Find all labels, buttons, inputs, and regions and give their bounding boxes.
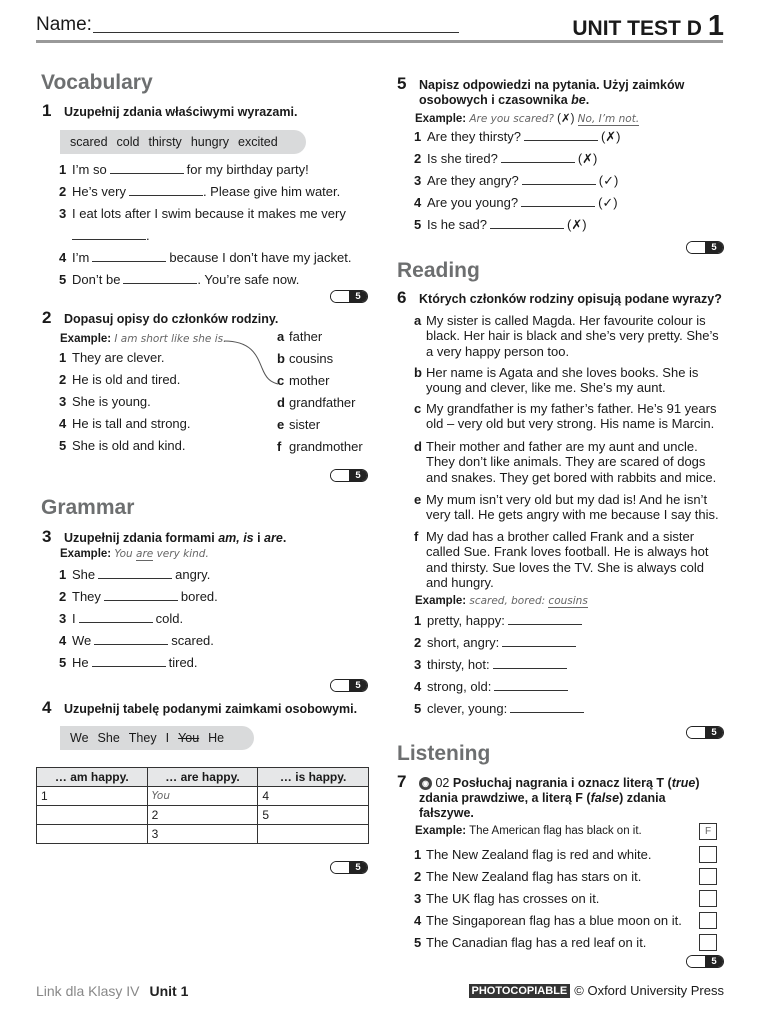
list-item xyxy=(414,151,724,173)
word: hungry xyxy=(190,135,230,149)
list-item xyxy=(59,567,339,589)
task7-items xyxy=(414,843,717,953)
option-text: grandmother xyxy=(289,439,363,454)
task-instruction xyxy=(419,776,717,821)
task-number: 7 xyxy=(397,772,407,791)
word: cold xyxy=(116,135,140,149)
answer-blank[interactable] xyxy=(501,151,575,163)
answer-checkbox[interactable] xyxy=(699,868,717,885)
answer-blank[interactable] xyxy=(521,195,595,207)
score-box xyxy=(686,955,724,968)
answer-checkbox[interactable] xyxy=(699,934,717,951)
option-letter: d xyxy=(277,395,285,410)
item-text: The New Zealand flag has stars on it. xyxy=(426,868,642,884)
table-header: … is happy. xyxy=(258,768,369,787)
table-cell[interactable]: 3 xyxy=(147,825,258,844)
task1-items xyxy=(59,162,369,294)
reading-text-item xyxy=(414,365,720,401)
item-mark: (✓) xyxy=(598,173,619,188)
item-number: 1 xyxy=(414,846,422,862)
list-item xyxy=(414,701,714,723)
task4-heading xyxy=(42,698,357,718)
item-text: She is young. xyxy=(72,394,151,409)
task2-example xyxy=(60,333,226,345)
option-text: father xyxy=(289,329,323,344)
option-letter: f xyxy=(277,439,282,454)
example-label: Example: xyxy=(60,333,112,345)
item-number: 5 xyxy=(59,438,67,453)
word: excited xyxy=(238,135,278,149)
example-answer: cousins xyxy=(548,595,588,607)
item-text: He’s very xyxy=(72,184,126,199)
item-number: 3 xyxy=(59,611,67,626)
item-mark: (✗) xyxy=(577,151,598,166)
task-number: 2 xyxy=(42,308,52,327)
score-box xyxy=(686,726,724,739)
example-words: scared, bored: xyxy=(469,595,546,607)
footer-unit: Unit 1 xyxy=(149,983,189,999)
answer-blank[interactable] xyxy=(72,228,146,240)
example-label: Example: xyxy=(60,548,112,560)
word: We xyxy=(70,731,89,745)
option-item xyxy=(277,439,377,461)
item-text: . You’re safe now. xyxy=(197,272,300,287)
list-item xyxy=(59,250,369,272)
table-cell[interactable] xyxy=(258,825,369,844)
answer-blank[interactable] xyxy=(494,679,568,691)
task-number: 6 xyxy=(397,288,407,307)
table-header-row xyxy=(37,768,369,787)
list-item-continued xyxy=(59,228,369,250)
item-text: He xyxy=(72,655,89,670)
list-item xyxy=(414,195,724,217)
answer-blank[interactable] xyxy=(508,613,582,625)
listening-title: Listening xyxy=(397,742,491,765)
answer-blank[interactable] xyxy=(94,633,168,645)
task2-items xyxy=(59,350,269,460)
unit-number: 1 xyxy=(707,10,724,42)
item-text: The UK flag has crosses on it. xyxy=(426,890,600,906)
score-box xyxy=(330,290,368,303)
task2-heading xyxy=(42,308,278,328)
option-text: cousins xyxy=(289,351,334,366)
item-question: Is she tired? xyxy=(427,151,498,166)
score-box xyxy=(330,679,368,692)
answer-blank[interactable] xyxy=(79,611,153,623)
reading-text-item xyxy=(414,401,720,439)
list-item xyxy=(414,887,717,909)
score-box xyxy=(686,241,724,254)
list-item xyxy=(59,438,269,460)
item-text: for my birthday party! xyxy=(186,162,309,177)
example-answer-box: F xyxy=(699,823,717,840)
instruction-forms: am, is xyxy=(218,531,254,545)
list-item xyxy=(59,633,339,655)
track-number: 02 xyxy=(435,776,450,790)
instruction-part: ) zdania prawdziwe, a literą F ( xyxy=(419,776,700,805)
item-number: 3 xyxy=(414,657,422,672)
audio-cd-icon[interactable]: ◉ xyxy=(419,777,432,790)
text-letter: d xyxy=(414,439,422,454)
item-question: Are they angry? xyxy=(427,173,519,188)
answer-blank[interactable] xyxy=(522,173,596,185)
text-letter: a xyxy=(414,313,422,328)
option-letter: a xyxy=(277,329,285,344)
list-item xyxy=(414,679,714,701)
score-value: 5 xyxy=(705,727,723,738)
task2-options xyxy=(277,329,377,461)
instruction-part: . xyxy=(585,93,590,107)
instruction-form: are xyxy=(264,531,283,545)
text-body: Her name is Agata and she loves books. She is young and clever, like me. She’s my aunt. xyxy=(426,365,699,396)
item-text: short, angry: xyxy=(427,635,500,650)
footer-course xyxy=(36,983,188,999)
list-item xyxy=(59,416,269,438)
item-question: Are you young? xyxy=(427,195,519,210)
task3-items xyxy=(59,567,339,677)
word-box xyxy=(60,130,306,154)
answer-blank[interactable] xyxy=(104,589,178,601)
footer-publisher xyxy=(469,983,725,998)
publisher-name: © Oxford University Press xyxy=(574,983,724,998)
instruction-part: Napisz odpowiedzi na pytania. Użyj zaimków osobowych i czasownika xyxy=(419,78,685,107)
task5-example xyxy=(415,111,639,125)
example-label: Example: xyxy=(415,595,467,607)
answer-checkbox[interactable] xyxy=(699,890,717,907)
item-text: clever, young: xyxy=(427,701,508,716)
option-item xyxy=(277,395,377,417)
table-cell[interactable]: 2 xyxy=(147,806,258,825)
item-number: 3 xyxy=(414,890,422,906)
answer-blank[interactable] xyxy=(490,217,564,229)
list-item xyxy=(59,206,369,228)
item-text: The New Zealand flag is red and white. xyxy=(426,846,652,862)
reading-title: Reading xyxy=(397,259,480,282)
grammar-title: Grammar xyxy=(41,496,135,519)
item-number: 3 xyxy=(59,206,67,221)
item-number: 5 xyxy=(59,655,67,670)
option-text: sister xyxy=(289,417,321,432)
example-part: very kind. xyxy=(153,548,209,560)
task5-heading xyxy=(397,74,727,108)
answer-blank[interactable] xyxy=(92,250,166,262)
struck-word: You xyxy=(178,731,200,745)
item-text: scared. xyxy=(171,633,214,648)
reading-texts xyxy=(414,313,720,589)
answer-blank[interactable] xyxy=(502,635,576,647)
instruction-part: Uzupełnij zdania formami xyxy=(64,531,219,545)
item-text: because I don’t have my jacket. xyxy=(169,250,352,265)
item-text: He is tall and strong. xyxy=(72,416,191,431)
answer-blank[interactable] xyxy=(92,655,166,667)
score-value: 5 xyxy=(349,470,367,481)
task6-example xyxy=(415,595,588,607)
list-item xyxy=(414,173,724,195)
reading-text-item xyxy=(414,439,720,492)
task7-heading xyxy=(397,772,717,821)
text-letter: b xyxy=(414,365,422,380)
instruction-part: . xyxy=(282,531,287,545)
list-item xyxy=(414,931,717,953)
word: They xyxy=(128,731,157,745)
item-text: He is old and tired. xyxy=(72,372,181,387)
task-number: 3 xyxy=(42,527,52,546)
answer-blank[interactable] xyxy=(98,567,172,579)
word: I xyxy=(165,731,170,745)
example-label: Example: xyxy=(415,113,467,125)
text-body: My mum isn’t very old but my dad is! And he isn’t very tall. He gets angry with me because I say this. xyxy=(426,492,719,523)
list-item xyxy=(414,865,717,887)
list-item xyxy=(414,909,717,931)
list-item xyxy=(414,657,714,679)
option-letter: e xyxy=(277,417,285,432)
task7-example-row xyxy=(415,821,717,841)
option-item xyxy=(277,373,377,395)
list-item xyxy=(59,372,269,394)
item-number: 5 xyxy=(414,217,422,232)
item-text: . xyxy=(146,228,150,243)
task3-heading xyxy=(42,527,286,547)
item-number: 5 xyxy=(414,934,422,950)
word: thirsty xyxy=(148,135,182,149)
example-question: Are you scared? xyxy=(469,113,554,125)
item-text: I’m xyxy=(72,250,90,265)
photocopiable-badge: PHOTOCOPIABLE xyxy=(469,984,571,998)
text-letter: c xyxy=(414,401,422,416)
pronoun-table xyxy=(36,767,369,844)
item-number: 3 xyxy=(59,394,67,409)
score-box xyxy=(330,469,368,482)
item-number: 1 xyxy=(414,613,422,628)
list-item xyxy=(59,655,339,677)
task1-heading xyxy=(42,101,297,121)
item-text: . Please give him water. xyxy=(202,184,341,199)
answer-blank[interactable] xyxy=(493,657,567,669)
list-item xyxy=(59,589,339,611)
list-item xyxy=(414,635,714,657)
option-item xyxy=(277,329,377,351)
item-number: 1 xyxy=(414,129,422,144)
item-number: 4 xyxy=(59,633,67,648)
item-number: 4 xyxy=(59,416,67,431)
answer-blank[interactable] xyxy=(129,184,203,196)
item-number: 5 xyxy=(59,272,67,287)
answer-blank[interactable] xyxy=(510,701,584,713)
list-item xyxy=(414,129,724,151)
item-text: The Canadian flag has a red leaf on it. xyxy=(426,934,647,950)
item-text: angry. xyxy=(175,567,211,582)
item-text: tired. xyxy=(168,655,198,670)
pronoun-word-box xyxy=(60,726,254,750)
text-letter: e xyxy=(414,492,422,507)
word: He xyxy=(208,731,225,745)
option-letter: c xyxy=(277,373,285,388)
answer-checkbox[interactable] xyxy=(699,912,717,929)
task-instruction xyxy=(419,78,727,108)
item-number: 2 xyxy=(414,635,422,650)
instruction-part: Posłuchaj nagrania i oznacz literą T ( xyxy=(452,776,672,790)
table-row xyxy=(37,825,369,844)
example-row xyxy=(415,821,717,841)
option-item xyxy=(277,417,377,439)
task-instruction xyxy=(64,531,286,546)
item-number: 1 xyxy=(59,567,67,582)
table-cell-example: You xyxy=(147,787,258,806)
course-name: Link dla Klasy IV xyxy=(36,983,140,999)
item-number: 1 xyxy=(59,162,67,177)
option-text: mother xyxy=(289,373,330,388)
task6-items xyxy=(414,613,714,723)
option-letter: b xyxy=(277,351,285,366)
item-text: They xyxy=(72,589,101,604)
example-answer: No, I’m not. xyxy=(577,113,640,125)
task-number: 5 xyxy=(397,74,407,93)
list-item xyxy=(59,350,269,372)
example-part: You xyxy=(114,548,137,560)
table-cell[interactable]: 1 xyxy=(37,787,148,806)
score-value: 5 xyxy=(349,291,367,302)
item-text: thirsty, hot: xyxy=(427,657,490,672)
list-item xyxy=(59,184,369,206)
item-number: 4 xyxy=(414,912,422,928)
item-text: The Singaporean flag has a blue moon on it. xyxy=(426,912,682,928)
text-body: My dad has a brother called Frank and a sister called Sue. Frank loves football. He is always hot and thirsty. Sue loves the TV. She is always cold and hungry. xyxy=(426,529,709,590)
table-cell[interactable] xyxy=(37,825,148,844)
table-cell[interactable]: 5 xyxy=(258,806,369,825)
list-item xyxy=(59,162,369,184)
table-header: … am happy. xyxy=(37,768,148,787)
table-cell[interactable]: 4 xyxy=(258,787,369,806)
item-number: 2 xyxy=(414,151,422,166)
table-cell[interactable] xyxy=(37,806,148,825)
text-letter: f xyxy=(414,529,419,544)
item-number: 2 xyxy=(414,868,422,884)
text-body: My grandfather is my father’s father. He’s 91 years old – very old but very strong. His name is Marcin. xyxy=(426,401,717,432)
answer-checkbox[interactable] xyxy=(699,846,717,863)
instruction-verb: be xyxy=(571,93,586,107)
list-item xyxy=(59,394,269,416)
reading-text-item xyxy=(414,492,720,529)
score-value: 5 xyxy=(349,862,367,873)
reading-text-item xyxy=(414,313,720,365)
item-text: She is old and kind. xyxy=(72,438,186,453)
task-number: 1 xyxy=(42,101,52,120)
answer-blank[interactable] xyxy=(524,129,598,141)
item-number: 2 xyxy=(59,589,67,604)
vocabulary-title: Vocabulary xyxy=(41,71,153,94)
item-number: 3 xyxy=(414,173,422,188)
item-question: Is he sad? xyxy=(427,217,487,232)
table-header: … are happy. xyxy=(147,768,258,787)
task6-heading xyxy=(397,288,722,308)
list-item xyxy=(414,217,724,239)
unit-test-title xyxy=(572,10,724,43)
item-text: Don’t be xyxy=(72,272,121,287)
score-value: 5 xyxy=(705,242,723,253)
item-mark: (✗) xyxy=(600,129,621,144)
list-item xyxy=(414,843,717,865)
item-text: We xyxy=(72,633,92,648)
item-number: 2 xyxy=(59,184,67,199)
example-text: I am short like she is. xyxy=(114,333,227,345)
word: She xyxy=(97,731,120,745)
example-answer: are xyxy=(136,548,154,560)
table-row xyxy=(37,787,369,806)
item-number: 4 xyxy=(414,679,422,694)
item-number: 4 xyxy=(59,250,67,265)
task-instruction: Uzupełnij zdania właściwymi wyrazami. xyxy=(64,105,298,119)
instruction-false: false xyxy=(590,791,620,805)
task-number: 4 xyxy=(42,698,52,717)
item-text: I eat lots after I swim because it makes me very xyxy=(72,206,346,221)
example-label: Example: xyxy=(415,825,467,837)
reading-text-item xyxy=(414,529,720,589)
example-text: The American flag has black on it. xyxy=(469,825,642,837)
name-input-line[interactable] xyxy=(93,32,459,33)
example-text xyxy=(114,548,208,561)
item-question: Are they thirsty? xyxy=(427,129,521,144)
score-value: 5 xyxy=(349,680,367,691)
item-mark: (✓) xyxy=(598,195,618,210)
task-instruction: Których członków rodziny opisują podane wyrazy? xyxy=(419,292,722,306)
item-number: 2 xyxy=(59,372,67,387)
task3-example xyxy=(60,548,209,560)
score-box xyxy=(330,861,368,874)
list-item xyxy=(59,272,369,294)
task-instruction: Uzupełnij tabelę podanymi zaimkami osobowymi. xyxy=(64,702,358,716)
text-body: Their mother and father are my aunt and uncle. They don’t like animals. They are scared of dogs and snakes. They get bored with rabbits and mice. xyxy=(426,439,717,485)
instruction-part: ) zdania fałszywe. xyxy=(419,791,666,820)
table-row xyxy=(37,806,369,825)
name-label: Name: xyxy=(36,14,92,35)
item-text: pretty, happy: xyxy=(427,613,505,628)
header-rule xyxy=(36,40,723,43)
unit-test-label: UNIT TEST D xyxy=(572,17,702,40)
item-text: I xyxy=(72,611,76,626)
item-mark: (✗) xyxy=(567,217,587,232)
item-text: cold. xyxy=(155,611,184,626)
option-item xyxy=(277,351,377,373)
item-number: 5 xyxy=(414,701,422,716)
item-text: I’m so xyxy=(72,162,107,177)
task5-items xyxy=(414,129,724,239)
word: scared xyxy=(70,135,108,149)
instruction-part: i xyxy=(253,531,265,545)
item-number: 4 xyxy=(414,195,422,210)
list-item xyxy=(414,613,714,635)
answer-blank[interactable] xyxy=(123,272,197,284)
text-body: My sister is called Magda. Her favourite colour is black. Her hair is black and she’s very pretty. She’s a very happy person too. xyxy=(426,313,719,359)
task-instruction: Dopasuj opisy do członków rodziny. xyxy=(64,312,279,326)
instruction-true: true xyxy=(671,776,696,790)
item-number: 1 xyxy=(59,350,67,365)
option-text: grandfather xyxy=(289,395,356,410)
list-item xyxy=(59,611,339,633)
score-value: 5 xyxy=(705,956,723,967)
answer-blank[interactable] xyxy=(110,162,184,174)
item-text: bored. xyxy=(180,589,218,604)
item-text: She xyxy=(72,567,96,582)
example-mark: (✗) xyxy=(557,113,575,125)
item-text: strong, old: xyxy=(427,679,492,694)
item-text: They are clever. xyxy=(72,350,165,365)
